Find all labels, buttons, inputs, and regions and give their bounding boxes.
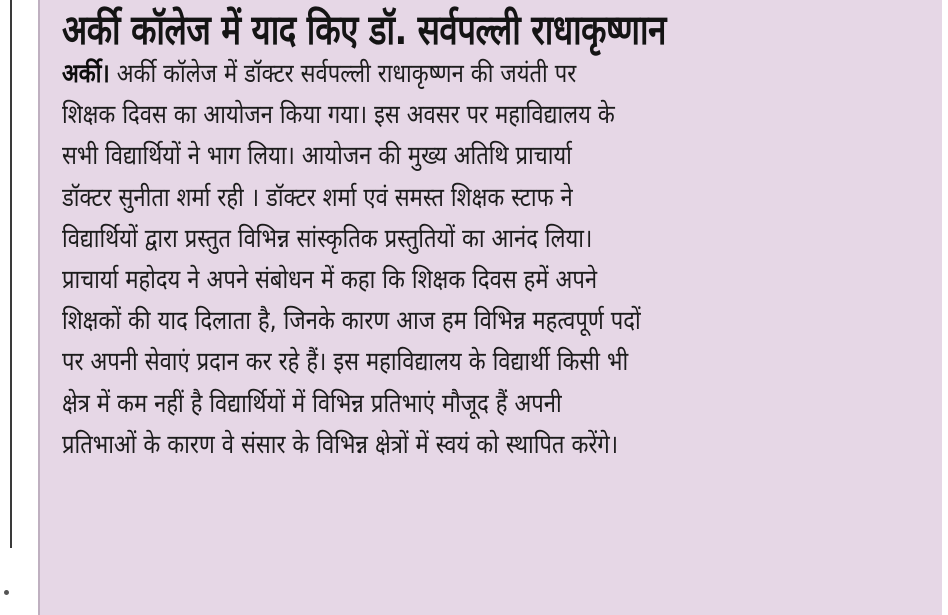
article-line: सभी विद्यार्थियों ने भाग लिया। आयोजन की मुख्य अतिथि प्राचार्या [62, 142, 572, 172]
article-line: विद्यार्थियों द्वारा प्रस्तुत विभिन्न सांस्कृतिक प्रस्तुतियों का आनंद लिया। [62, 224, 593, 254]
stray-print-mark [4, 590, 9, 595]
article-line: डॉक्टर सुनीता शर्मा रही । डॉक्टर शर्मा एवं समस्त शिक्षक स्टाफ ने [62, 183, 573, 213]
article-line: पर अपनी सेवाएं प्रदान कर रहे हैं। इस महाविद्यालय के विद्यार्थी किसी भी [62, 348, 629, 378]
article-dateline: अर्की। [62, 59, 110, 90]
adjacent-column-edge [0, 0, 22, 615]
article-headline: अर्की कॉलेज में याद किए डॉ. सर्वपल्ली राधाकृष्णान [62, 5, 666, 54]
article-body [62, 54, 932, 466]
article-line: शिक्षकों की याद दिलाता है, जिनके कारण आज हम विभिन्न महत्वपूर्ण पदों [62, 306, 641, 337]
article-line: प्राचार्या महोदय ने अपने संबोधन में कहा कि शिक्षक दिवस हमें अपने [62, 265, 598, 296]
article-line: प्रतिभाओं के कारण वे संसार के विभिन्न क्षेत्रों में स्वयं को स्थापित करेंगे। [62, 430, 619, 460]
article-line-text: अर्की कॉलेज में डॉक्टर सर्वपल्ली राधाकृष्णन की जयंती पर [109, 59, 577, 90]
article-line: शिक्षक दिवस का आयोजन किया गया। इस अवसर पर महाविद्यालय के [62, 100, 615, 131]
news-article [38, 0, 942, 615]
article-line: क्षेत्र में कम नहीं है विद्यार्थियों में विभिन्न प्रतिभाएं मौजूद हैं अपनी [62, 389, 562, 419]
column-divider-rule [10, 0, 12, 548]
